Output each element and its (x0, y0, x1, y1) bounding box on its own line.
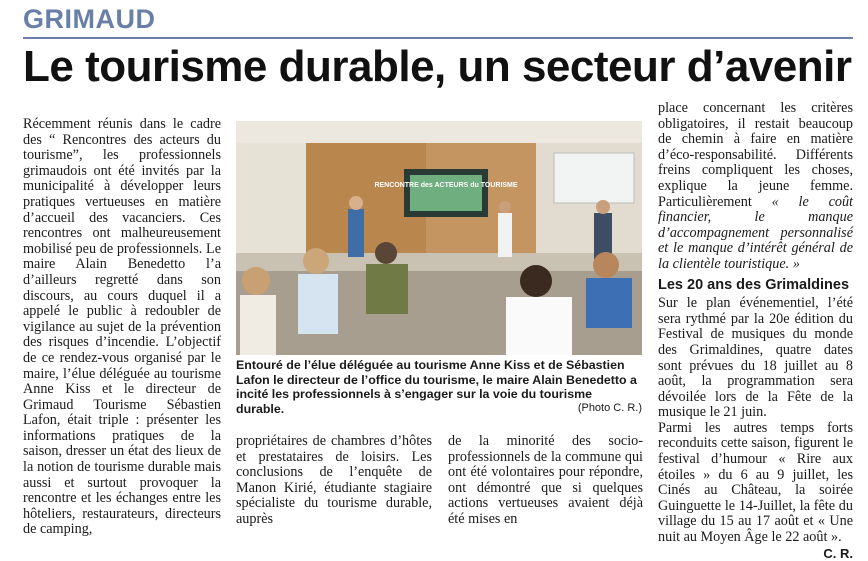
col4-text: place concernant les critères obligatoires, il restait beaucoup de chemin à faire en matière d’éco-responsabilité. Différents freins compliquent les choses, explique la jeune femme. Particulièrement (658, 100, 853, 210)
screen-title: RENCONTRE des ACTEURS du TOURISME (374, 182, 518, 189)
headline: Le tourisme durable, un secteur d’avenir (23, 42, 852, 91)
col4-paragraph-3: Parmi les autres temps forts reconduits cette saison, figurent le festival d’humour « Rire aux étoiles » du 6 au 9 juillet, les Cinés au Château, la soirée Guinguette le 14-Juillet, la fête du village du 15 au 17 août et « Une nuit au Moyen Âge le 22 août ». (658, 419, 853, 546)
signature: C. R. (823, 545, 853, 561)
col4-quote: « le coût financier, le manque d’accompagnement personnalisé et le manque d’intérêt général de la clientèle touristique. » (658, 193, 853, 272)
col3-text: de la minorité des socio-professionnels de la commune qui ont été volontaires pour répondre, ont démontré que si quelques actions vertueuses avaient déjà été mises en (448, 433, 643, 527)
col4-paragraph-1 (658, 101, 853, 273)
col1-text: Récemment réunis dans le cadre des “ Rencontres des acteurs du tourisme”, les professionnels grimaudois ont été invités par la municipalité à développer leurs pratiques vertueuses en matière d’accueil des vacanciers. Ces rencontres ont malheureusement mobilisé peu de professionnels. Le maire Alain Benedetto l’a d’ailleurs regretté dans son discours, au cours duquel il a appelé le public à redoubler de vigilance au sujet de la prévention des risques d’incendie. L’objectif de ce rendez-vous organisé par le maire, l’élue déléguée au tourisme Anne Kiss et le directeur de Grimaud Tourisme Sébastien Lafon, était triple : présenter les informations pratiques de la saison, dresser un état des lieux de la notion de tourisme durable mais aussi et surtout provoquer la rencontre et les échanges entre les hôteliers, restaurateurs, directeurs de camping, (23, 116, 221, 538)
col2-text: propriétaires de chambres d’hôtes et prestataires de loisirs. Les conclusions de l’enquête de Manon Kirié, étudiante stagiaire spécialiste du tourisme durable, auprès (236, 433, 432, 527)
article-column-3 (448, 434, 643, 528)
section-rule (23, 37, 853, 39)
subhead: Les 20 ans des Grimaldines (658, 276, 850, 293)
photo-caption: Entouré de l’élue déléguée au tourisme Anne Kiss et de Sébastien Lafon le directeur de l’office du tourisme, le maire Alain Benedetto a incité les professionnels à s’engager sur la voie du tourisme durable. (236, 358, 637, 416)
col4-paragraph-2: Sur le plan événementiel, l’été sera rythmé par la 20e édition du Festival de musiques du monde des Grimaldines, quatre dates sont prévues du 18 juillet au 8 août, la programmation sera dévoilée lors de la Fête de la musique le 21 juin. (658, 295, 853, 421)
photo-illustration (236, 121, 642, 355)
photo-credit: (Photo C. R.) (577, 402, 642, 414)
article-photo (236, 121, 642, 355)
section-label: GRIMAUD (23, 4, 156, 34)
article-column-2 (236, 434, 432, 528)
article-column-1 (23, 117, 221, 538)
article-column-4 (658, 101, 853, 561)
